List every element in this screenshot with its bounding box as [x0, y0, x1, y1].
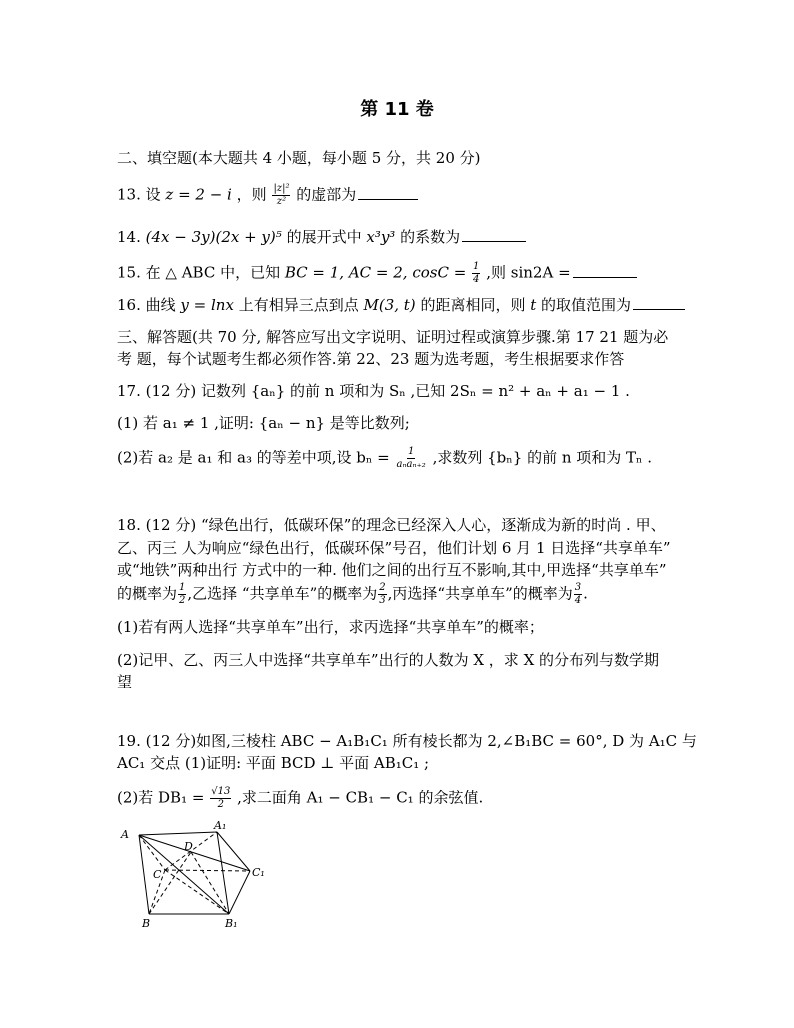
label-A1: A₁ — [214, 819, 227, 832]
question-13: 13. 设 z = 2 − i ，则 $\frac{\text{|z|²}}{\text{z²}}$ 的虚部为 — [117, 184, 682, 207]
question-17-stem: 17. (12 分) 记数列 {aₙ} 的前 n 项和为 Sₙ ,已知 2Sₙ = n² + aₙ + a₁ − 1 . — [117, 382, 630, 400]
fraction: $\frac{√13}{2}$ — [211, 786, 231, 810]
fill-blank-header: 二、填空题(本大题共 4 小题，每小题 5 分，共 20 分) — [117, 149, 481, 167]
label-C1: C₁ — [252, 866, 265, 879]
question-18-line1: 18. (12 分) “绿色出行，低碳环保”的理念已经深入人心，逐渐成为新的时尚 . 甲、 — [117, 516, 666, 534]
fraction: $\frac{1}{2}$ — [179, 582, 186, 606]
prism-figure — [117, 818, 287, 930]
question-15: 15. 在 △ ABC 中，已知 BC = 1, AC = 2, cosC = $\frac{1}{4}$ ,则 sin2A = — [117, 262, 682, 285]
edge-DB1 — [191, 852, 229, 914]
edge-AA1 — [139, 832, 217, 835]
question-18-line3: 或“地铁”两种出行 方式中的一种. 他们之间的出行互不影响,其中,甲选择“共享单车” — [117, 561, 667, 579]
question-18-part2-line1: (2)记甲、乙、丙三人中选择“共享单车”出行的人数为 X ，求 X 的分布列与数学期 — [117, 651, 660, 669]
question-19-part2: (2)若 DB₁ = $\frac{√13}{2}$ ,求二面角 A₁ − CB₁ − C₁ 的余弦值. — [117, 786, 484, 810]
edge-C1B1 — [229, 871, 250, 914]
answer-section-header-line1: 三、解答题(共 70 分, 解答应写出文字说明、证明过程或演算步骤.第 17 21 题为必 — [117, 328, 669, 346]
label-A: A — [121, 828, 129, 841]
question-18-line2: 乙、丙三 人为响应“绿色出行，低碳环保”号召，他们计划 6 月 1 日选择“共享单车” — [117, 539, 671, 557]
page-title: 第 11 卷 — [360, 99, 434, 120]
fraction: $\frac{1}{4}$ — [473, 261, 480, 285]
answer-blank[interactable] — [633, 295, 685, 310]
question-19-line2: AC₁ 交点 (1)证明: 平面 BCD ⊥ 平面 AB₁C₁ ; — [117, 754, 430, 772]
fraction: $\frac{3}{4}$ — [574, 582, 582, 606]
question-16: 16. 曲线 y = lnx 上有相异三点到点 M(3, t) 的距离相同，则 t 的取值范围为 — [117, 295, 682, 315]
label-C: C — [153, 868, 162, 881]
label-B1: B₁ — [225, 917, 238, 930]
question-18-part2-line2: 望 — [117, 673, 133, 691]
edge-AC1 — [139, 835, 250, 871]
question-17-part1: (1) 若 a₁ ≠ 1 ,证明: {aₙ − n} 是等比数列; — [117, 414, 410, 432]
question-17-part2: (2)若 a₂ 是 a₁ 和 a₃ 的等差中项,设 bₙ = $\frac{1}{\text{aₙaₙ₊₂}}$ ,求数列 {bₙ} 的前 n 项和为 Tₙ . — [117, 446, 653, 470]
fraction: $\frac{\text{|z|²}}{\text{z²}}$ — [273, 183, 290, 207]
question-18-line4: 的概率为 $\frac{1}{2}$ ,乙选择 “共享单车”的概率为 $\frac{2}{3}$ ,丙选择“共享单车”的概率为 $\frac{3}{4}$ . — [117, 582, 588, 606]
question-19-line1: 19. (12 分)如图,三棱柱 ABC − A₁B₁C₁ 所有棱长都为 2,∠B₁BC = 60°, D 为 A₁C 与 — [117, 732, 697, 750]
answer-blank[interactable] — [462, 227, 526, 242]
answer-blank[interactable] — [573, 263, 637, 278]
question-18-part1: (1)若有两人选择“共享单车”出行，求丙选择“共享单车”的概率； — [117, 618, 544, 636]
fraction: $\frac{1}{\text{aₙaₙ₊₂}}$ — [396, 446, 426, 470]
fraction: $\frac{2}{3}$ — [379, 582, 386, 606]
label-B: B — [142, 917, 151, 930]
answer-section-header-line2: 考 题，每个试题考生都必须作答.第 22、23 题为选考题，考生根据要求作答 — [117, 350, 625, 368]
answer-blank[interactable] — [358, 185, 418, 200]
label-D: D — [184, 840, 193, 853]
question-14: 14. (4x − 3y)(2x + y)⁵ 的展开式中 x³y³ 的系数为 — [117, 227, 682, 247]
